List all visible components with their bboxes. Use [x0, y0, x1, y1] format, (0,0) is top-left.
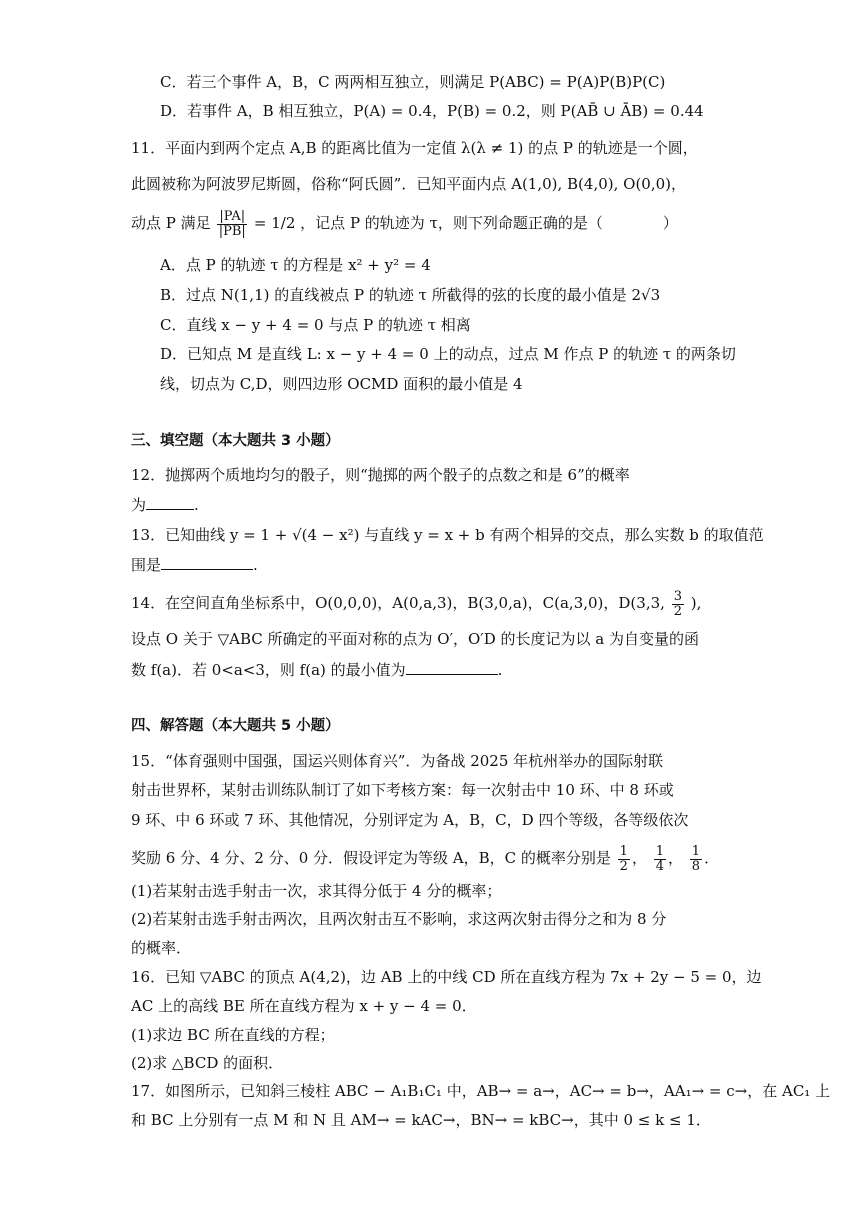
fraction-denominator: |PB| [218, 223, 246, 239]
section-4-heading: 四、解答题（本大题共 5 小题） [131, 718, 340, 734]
section-3-heading: 三、填空题（本大题共 3 小题） [131, 433, 340, 449]
question-15-part-2-cont: 的概率． [131, 939, 192, 957]
d-z-fraction [672, 590, 684, 618]
option-11c: C．直线 x − y + 4 = 0 与点 P 的轨迹 τ 相离 [160, 316, 471, 334]
question-13-line-1: 13．已知曲线 y = 1 + √(4 − x²) 与直线 y = x + b 有两个相异的交点，那么实数 b 的取值范 [131, 526, 764, 544]
prob-c-fraction [690, 845, 702, 873]
question-16-line-2: AC 上的高线 BE 所在直线方程为 x + y − 4 = 0． [131, 997, 477, 1015]
question-17-line-2: 和 BC 上分别有一点 M 和 N 且 AM→ = kAC→，BN→ = kBC→，其中 0 ≤ k ≤ 1． [131, 1111, 711, 1129]
q14-text-c: 数 f(a)．若 0<a<3，则 f(a) 的最小值为 [131, 661, 406, 679]
question-14-line-2: 设点 O 关于 ▽ABC 所确定的平面对称的点为 O′，O′D 的长度记为以 a 为自变量的函 [131, 630, 699, 648]
option-10c: C．若三个事件 A，B，C 两两相互独立，则满足 P(ABC) = P(A)P(B)P(C) [160, 73, 666, 91]
question-12-line-1: 12．抛掷两个质地均匀的骰子，则“抛掷的两个骰子的点数之和是 6”的概率 [131, 466, 630, 484]
q13-text: 围是 [131, 556, 162, 574]
question-15-line-1: 15．“体育强则中国强，国运兴则体育兴”．为备战 2025 年杭州举办的国际射联 [131, 752, 664, 770]
fraction-denominator: 2 [673, 603, 682, 619]
fraction-numerator: 1 [691, 844, 701, 859]
option-10d: D．若事件 A，B 相互独立，P(A) = 0.4，P(B) = 0.2，则 P(AB̄ ∪ ĀB) = 0.44 [160, 102, 704, 120]
prob-a-fraction [618, 845, 630, 873]
question-13-line-2: 围是 . [131, 556, 258, 574]
fraction-rhs: = 1/2 [253, 214, 296, 233]
pa-pb-fraction [217, 210, 247, 238]
fraction-numerator: |PA| [219, 209, 246, 224]
q11-text-a: 动点 P 满足 [131, 214, 211, 233]
answer-blank [146, 495, 194, 510]
question-15-part-2: (2)若某射击选手射击两次，且两次射击互不影响，求这两次射击得分之和为 8 分 [131, 910, 667, 928]
question-15-line-4: 奖励 6 分、4 分、2 分、0 分．假设评定为等级 A，B，C 的概率分别是 $\frac{1}{2}$ ， $\frac{1}{4}$ ， $\frac{1}{8}$ ． [131, 844, 720, 874]
fraction-denominator: 2 [619, 858, 628, 874]
question-14-line-1 [131, 590, 701, 618]
question-17-line-1: 17．如图所示，已知斜三棱柱 ABC − A₁B₁C₁ 中，AB→ = a→，AC→ = b→，AA₁→ = c→，在 AC₁ 上 [131, 1082, 831, 1100]
fraction-numerator: 3 [673, 589, 682, 604]
question-15-line-2: 射击世界杯，某射击训练队制订了如下考核方案：每一次射击中 10 环、中 8 环或 [131, 781, 674, 799]
fraction-denominator: 4 [655, 858, 665, 874]
option-11d-line-1: D．已知点 M 是直线 L: x − y + 4 = 0 上的动点，过点 M 作点 P 的轨迹 τ 的两条切 [160, 345, 736, 363]
option-11a: A．点 P 的轨迹 τ 的方程是 x² + y² = 4 [160, 256, 431, 274]
fraction-numerator: 1 [619, 844, 628, 859]
question-12-line-2: 为 . [131, 496, 199, 514]
q12-text: 为 [131, 496, 147, 514]
question-16-part-2: (2)求 △BCD 的面积． [131, 1054, 284, 1072]
question-11-line-2: 此圆被称为阿波罗尼斯圆，俗称“阿氏圆”．已知平面内点 A(1,0), B(4,0), O(0,0)， [131, 175, 687, 193]
fraction-denominator: 8 [691, 858, 701, 874]
question-15-part-1: (1)若某射击选手射击一次，求其得分低于 4 分的概率； [131, 882, 502, 900]
question-11-line-3 [131, 210, 678, 238]
answer-blank [161, 555, 253, 570]
question-11-line-1: 11．平面内到两个定点 A,B 的距离比值为一定值 λ(λ ≠ 1) 的点 P 的轨迹是一个圆， [131, 139, 698, 157]
q11-text-b: ，记点 P 的轨迹为 τ，则下列命题正确的是（ ） [300, 214, 678, 233]
q15-text: 奖励 6 分、4 分、2 分、0 分．假设评定为等级 A，B，C 的概率分别是 [131, 849, 611, 868]
q14-text-a: 14．在空间直角坐标系中，O(0,0,0)，A(0,a,3)，B(3,0,a)，C(a,3,0)，D(3,3, [131, 594, 665, 613]
question-16-part-1: (1)求边 BC 所在直线的方程； [131, 1026, 335, 1044]
question-14-line-3: 数 f(a)．若 0<a<3，则 f(a) 的最小值为 . [131, 661, 503, 679]
fraction-numerator: 1 [655, 844, 665, 859]
question-16-line-1: 16．已知 ▽ABC 的顶点 A(4,2)，边 AB 上的中线 CD 所在直线方程为 7x + 2y − 5 = 0，边 [131, 968, 762, 986]
q14-text-b: ), [690, 594, 702, 613]
prob-b-fraction [654, 845, 666, 873]
option-11b: B．过点 N(1,1) 的直线被点 P 的轨迹 τ 所截得的弦的长度的最小值是 2√3 [160, 286, 661, 304]
option-11d-line-2: 线，切点为 C,D，则四边形 OCMD 面积的最小值是 4 [160, 375, 523, 393]
answer-blank [406, 660, 498, 675]
question-15-line-3: 9 环、中 6 环或 7 环、其他情况，分别评定为 A，B，C，D 四个等级，各等级依次 [131, 811, 689, 829]
